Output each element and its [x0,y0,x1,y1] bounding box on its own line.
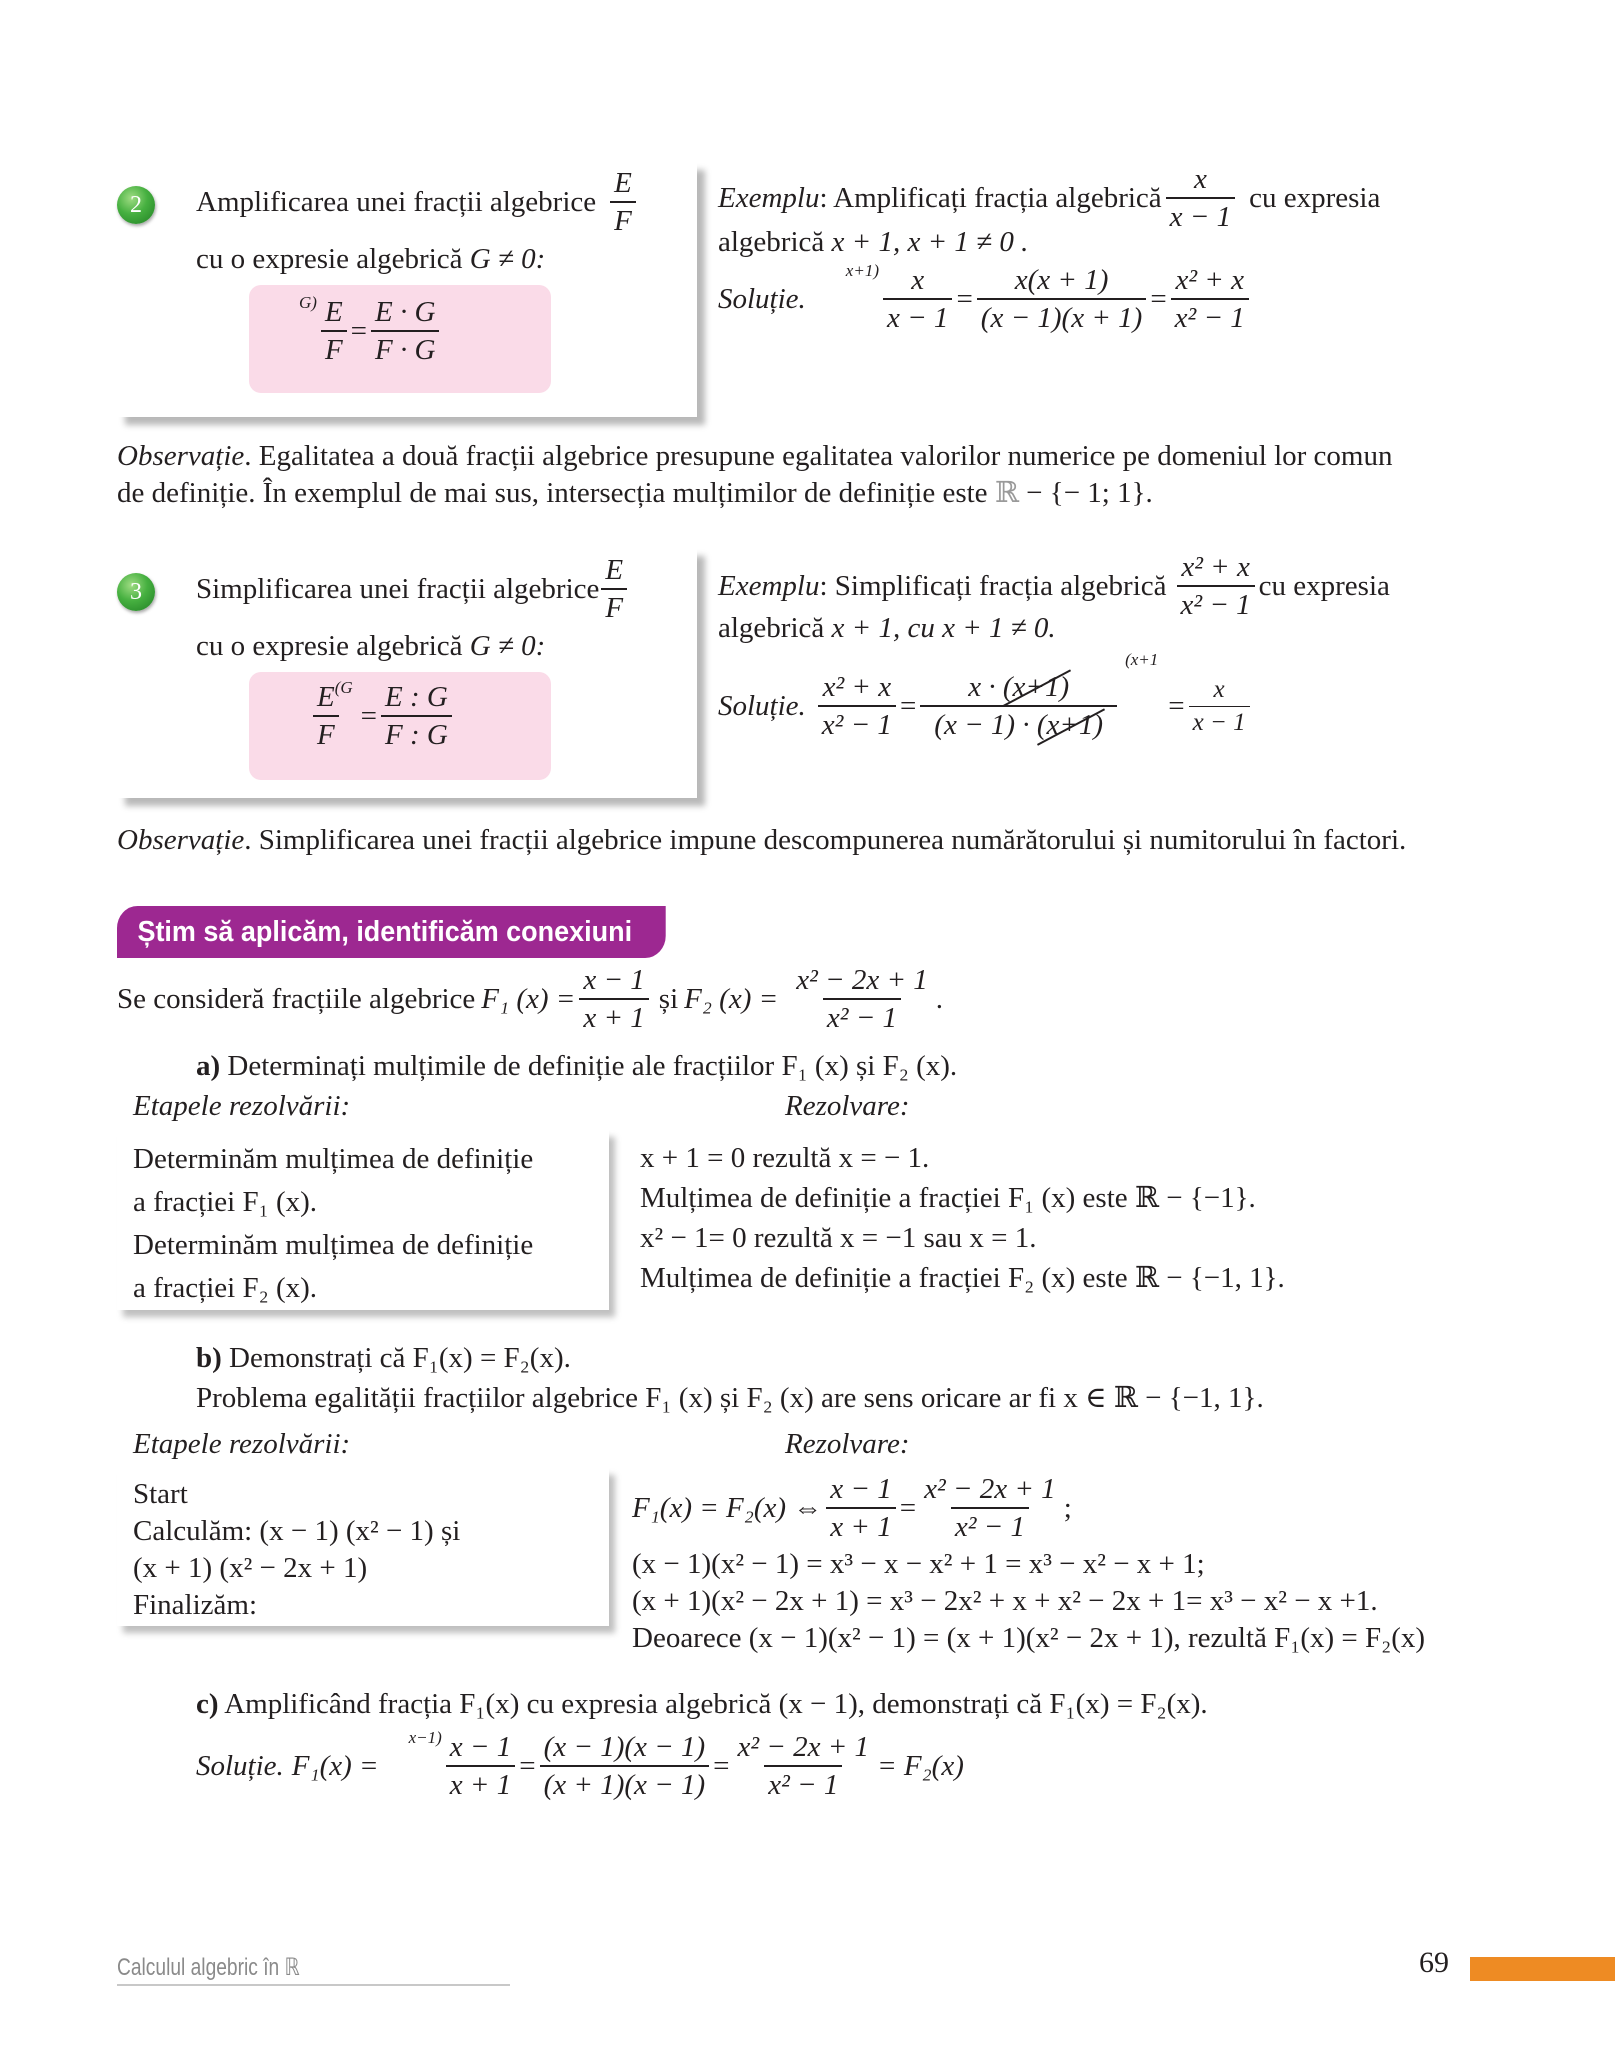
formula-right-fraction [371,297,439,366]
step-item: Calculăm: (x − 1) (x² − 1) și [133,1515,461,1547]
f2-fraction [792,965,932,1034]
section-3-title-fraction [601,555,627,624]
fraction-denominator: F · G [371,330,439,365]
equals-sign: = [1168,689,1185,722]
simplification-mark: (x+1 [1125,650,1159,670]
denominator-factor: (x − 1) · [934,709,1037,742]
step-item: Finalizăm: [133,1589,258,1621]
f2-label: F₂ (x) = [684,982,779,1015]
example-text: : Amplificați fracția algebrică [819,181,1162,214]
part-b-text2: Problema egalității fracțiilor algebrice F₁ (x) și F₂ (x) are sens oricare ar fi x ∈ ℝ − {−1, 1}. [196,1382,1264,1414]
fraction-denominator: x² − 1 [818,705,896,740]
fraction-numerator: (x − 1)(x − 1) [543,1731,706,1763]
observation-label: Observație [117,440,245,472]
fraction-denominator: x − 1 [1189,706,1250,736]
fraction-numerator: E [605,554,624,586]
fraction-numerator: x² − 2x + 1 [924,1473,1056,1505]
problem-statement [117,965,943,1034]
part-b-steps [133,1476,460,1624]
part-a-steps [133,1138,533,1310]
example-text: : Simplificați fracția algebrică [819,569,1167,602]
solution-lhs: F₁(x) = [291,1749,379,1782]
fraction-numerator: x [1193,163,1207,195]
amplification-mark: x−1) [408,1728,442,1748]
step-item: Determinăm mulțimea de definiție [133,1229,534,1261]
fraction-denominator: x + 1 [579,998,648,1033]
solution-line: x² − 1= 0 rezultă x = −1 sau x = 1. [640,1222,1037,1254]
part-a-label: a) [196,1050,221,1082]
fraction-denominator: (x + 1)(x − 1) [540,1765,710,1800]
fraction-numerator: x [911,264,925,296]
part-a-solution-header: Rezolvare: [785,1090,910,1122]
part-a-steps-header: Etapele rezolvării: [133,1090,351,1122]
fraction-numerator: x² − 2x + 1 [796,964,928,996]
period: . [935,982,944,1015]
f1-fraction [579,965,648,1034]
line-math: x + 1, cu x + 1 ≠ 0. [831,612,1056,644]
fraction-numerator: E [324,296,343,328]
equals-sign: = [899,1491,917,1524]
fraction-denominator: F [321,330,347,365]
fraction-numerator: x [1213,675,1225,703]
part-a-solution [640,1138,1285,1298]
step-item: a fracției F₁ (x). [133,1186,318,1218]
section-3-solution [718,650,1254,742]
fraction-denominator: x² − 1 [823,998,901,1033]
equals-sign: = [1150,282,1167,315]
section-2-line2 [196,243,545,276]
section-2-title-text: Amplificarea unei fracții algebrice [196,185,597,218]
part-c-label: c) [196,1688,219,1720]
section-3-formula-box [249,672,551,780]
solution-line: (x − 1)(x² − 1) = x³ − x − x² + 1 = x³ − x² − x + 1; [632,1548,1205,1580]
line-text: cu o expresie algebrică [196,630,463,662]
fraction-denominator: x² − 1 [951,1507,1029,1542]
fraction-denominator: F [313,715,339,750]
solution-fraction-1 [818,672,896,741]
fraction-denominator: (x − 1)(x + 1) [977,298,1147,333]
solution-fraction-3 [733,1732,873,1801]
equation-fraction-1 [826,1474,895,1543]
section-3-example [718,552,1390,621]
fraction-numerator: x² + x [822,671,892,703]
section-2-formula-box [249,285,551,393]
example-label: Exemplu [718,569,820,602]
solution-line: Mulțimea de definiție a fracției F₁ (x) este ℝ − {−1}. [640,1182,1256,1214]
section-banner [117,906,666,958]
semicolon: ; [1063,1491,1072,1524]
solution-rhs: = F₂(x) [877,1749,964,1782]
section-2-badge [117,186,155,224]
solution-fraction-1 [446,1732,515,1801]
observation-text: . Simplificarea unei fracții algebrice impune descompunerea numărătorului și numitorului în factori. [244,824,1407,856]
solution-line: Deoarece (x − 1)(x² − 1) = (x + 1)(x² − 2x + 1), rezultă F₁(x) = F₂(x) [632,1622,1426,1654]
fraction-numerator: x − 1 [449,1731,512,1763]
fraction-denominator: x + 1 [446,1765,515,1800]
amplification-mark: x+1) [845,261,879,281]
solution-line: (x + 1)(x² − 2x + 1) = x³ − 2x² + x + x² − 2x + 1= x³ − x² − x +1. [632,1585,1378,1617]
fraction-numerator: E · G [375,296,436,328]
solution-line: x + 1 = 0 rezultă x = − 1. [640,1142,930,1174]
part-b-steps-header: Etapele rezolvării: [133,1428,351,1460]
step-item: Determinăm mulțimea de definiție [133,1143,534,1175]
section-2-example-line2 [718,226,1028,259]
solution-line: Mulțimea de definiție a fracției F₂ (x) este ℝ − {−1, 1}. [640,1262,1285,1294]
cancelled-factor: (x+1) [1002,671,1070,703]
part-c-question [196,1688,1208,1721]
line-math: G ≠ 0: [469,243,546,275]
equals-sign: = [519,1749,536,1782]
fraction-numerator: E [614,167,632,199]
fraction-denominator: F [601,588,627,623]
footer-underline [117,1984,510,1986]
step-item: a fracției F₂ (x). [133,1272,318,1304]
real-numbers-symbol: ℝ [994,477,1019,509]
part-b-label: b) [196,1342,222,1374]
fraction-denominator: F : G [381,715,452,750]
part-b-solution [632,1546,1425,1657]
equals-sign: = [350,314,368,347]
line-text: algebrică [718,612,825,644]
equals-sign: = [899,689,917,722]
fraction-numerator: E : G [385,681,448,713]
equation-lhs: F₁(x) = F₂(x) ⇔ [632,1491,823,1524]
line-math: x + 1, x + 1 ≠ 0 . [831,226,1029,258]
observation-text: . Egalitatea a două fracții algebrice presupune egalitatea valorilor numerice pe domeniul lor comun de definiție. În exemplul de mai sus, intersecția mulțimilor de definiție este [117,440,1393,509]
step-item: (x + 1) (x² − 2x + 1) [133,1552,368,1584]
line-text: algebrică [718,226,825,258]
observation-1 [117,438,1427,512]
fraction-denominator: x² − 1 [764,1765,842,1800]
part-c-solution [196,1728,964,1802]
solution-fraction-2 [977,265,1147,334]
example-fraction [1166,164,1235,233]
fraction-numerator: x² + x [1181,551,1250,583]
page-number: 69 [1419,1946,1449,1979]
section-3-badge [117,573,155,611]
fraction-numerator: x − 1 [830,1473,892,1505]
observation-set: − {− 1; 1}. [1018,477,1153,509]
solution-fraction-3 [1189,677,1250,737]
example-text-after: cu expresia [1249,181,1381,214]
part-a-text: Determinați mulțimile de definiție ale fracțiilor F₁ (x) și F₂ (x). [227,1050,958,1082]
f1-label: F₁ (x) = [481,982,576,1015]
footer-chapter-title: Calculul algebric în ℝ [117,1954,300,1981]
fraction-denominator: x² − 1 [1177,585,1255,620]
problem-intro: Se consideră fracțiile algebrice [117,982,476,1015]
solution-fraction-1 [883,265,952,334]
section-3-title-text: Simplificarea unei fracții algebrice [196,572,600,605]
equation-fraction-2 [920,1474,1060,1543]
equals-sign: = [713,1749,730,1782]
solution-label: Soluție. [718,282,806,315]
section-2-title-fraction [610,168,636,237]
and-word: și [658,982,679,1015]
example-text-after: cu expresia [1258,569,1390,602]
formula-left-fraction [321,297,347,366]
example-label: Exemplu [718,181,820,214]
solution-label: Soluție. [718,689,806,722]
line-text: cu o expresie algebrică [196,243,463,275]
fraction-denominator [920,705,1117,740]
section-3-title [196,555,631,624]
banner-title: Știm să aplicăm, identificăm conexiuni [137,915,633,948]
fraction-denominator: x² − 1 [1171,298,1249,333]
section-2-example [718,164,1380,233]
simplification-mark: (G [334,678,353,698]
line-math: G ≠ 0: [469,630,546,662]
part-b-equation [632,1474,1072,1543]
fraction-numerator: x² − 2x + 1 [737,1731,870,1763]
footer-accent-bar [1470,1957,1615,1981]
amplification-mark: G) [299,293,317,313]
fraction-numerator: x(x + 1) [1014,264,1109,296]
part-b-text: Demonstrați că F₁(x) = F₂(x). [229,1342,571,1374]
fraction-denominator: F [610,201,636,236]
observation-2 [117,822,1417,859]
part-c-text: Amplificând fracția F₁(x) cu expresia algebrică (x − 1), demonstrați că F₁(x) = F₂(x). [224,1688,1208,1720]
numerator-factor: x · [968,671,1003,703]
section-3-line2 [196,630,545,663]
fraction-numerator: E [317,681,335,713]
section-2-solution [718,261,1253,335]
part-b-solution-header: Rezolvare: [785,1428,910,1460]
section-3-example-line2 [718,612,1056,645]
part-a-question [196,1050,957,1083]
fraction-denominator: x + 1 [826,1507,895,1542]
formula-right-fraction [381,682,452,751]
solution-fraction-3 [1171,265,1249,334]
fraction-denominator: x − 1 [883,298,952,333]
example-fraction [1177,552,1255,621]
fraction-denominator: x − 1 [1166,197,1235,232]
fraction-numerator: x² + x [1175,264,1244,296]
equals-sign: = [956,282,973,315]
badge-number: 2 [130,191,142,218]
section-2-title [196,168,640,237]
fraction-numerator: x − 1 [583,964,645,996]
cancelled-factor: (x+1) [1036,709,1104,742]
solution-fraction-2 [920,672,1117,741]
badge-number: 3 [130,578,142,605]
observation-label: Observație [117,824,245,856]
fraction-numerator [954,672,1083,705]
equals-sign: = [360,699,378,732]
solution-fraction-2 [540,1732,710,1801]
solution-label: Soluție. [196,1749,284,1782]
part-b-question [196,1342,571,1375]
step-item: Start [133,1478,188,1510]
